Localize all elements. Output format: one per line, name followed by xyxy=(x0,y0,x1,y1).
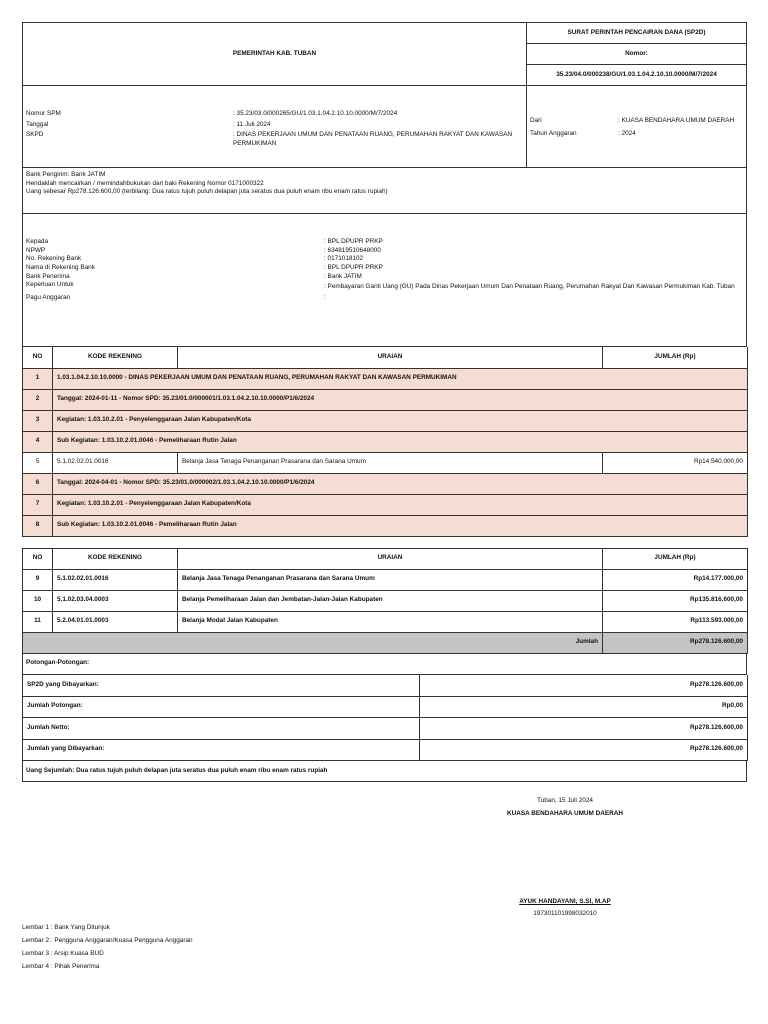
npwp-row: NPWP : 634819510648000 xyxy=(26,246,381,254)
signatory-nip: 197301101998032010 xyxy=(533,910,597,917)
lembar-item: Lembar 4 : Pihak Penerima xyxy=(22,963,100,970)
jumlah-label: Jumlah xyxy=(23,632,603,653)
rincian-table-2 xyxy=(22,548,748,654)
bank-section xyxy=(22,168,747,214)
nomor-spm-row: Nomor SPM : 35.23/03.0/000265/GU/1.03.1.04.2.10.10.0000/M/7/2024 xyxy=(26,110,398,117)
government-title: PEMERINTAH KAB. TUBAN xyxy=(23,23,527,85)
lembar-item: Lembar 1 : Bank Yang Ditunjuk xyxy=(22,924,110,931)
signature-role: KUASA BENDAHARA UMUM DAERAH xyxy=(507,810,623,817)
signatory-name: AYUK HANDAYANI, S.SI, M.AP xyxy=(519,898,611,905)
bank-pengirim: Bank Pengirim: Bank JATIM xyxy=(26,171,106,178)
no-rekening-row: No. Rekening Bank : 0171018102 xyxy=(26,255,364,263)
kepada-row: Kepada : BPL DPUPR PRKP xyxy=(26,238,383,245)
col-no: NO xyxy=(23,548,53,569)
jumlah-value: Rp278.126.600,00 xyxy=(603,632,748,653)
document-header xyxy=(22,22,747,86)
table-row: 11 5.2.04.01.01.0003 Belanja Modal Jalan Kabupaten Rp113.593.000,00 xyxy=(23,611,748,632)
uang-sebesar: Uang sebesar Rp278.126.600,00 (terbilang: Dua ratus tujuh puluh delapan juta seratus dua puluh enam ribu enam ratus rupiah) xyxy=(26,188,388,196)
terbilang: Uang Sejumlah: Dua ratus tujuh puluh delapan juta seratus dua puluh enam ribu enam ratus rupiah xyxy=(22,761,747,782)
col-uraian: URAIAN xyxy=(178,548,603,569)
nama-rekening-row: Nama di Rekening Bank : BPL DPUPR PRKP xyxy=(26,263,383,271)
table-header-row xyxy=(23,548,748,569)
dari-row: Dari : KUASA BENDAHARA UMUM DAERAH xyxy=(530,117,735,124)
table-row: 7 Kegiatan: 1.03.10.2.01 - Penyelenggaraan Jalan Kabupaten/Kota xyxy=(23,494,748,515)
skpd-row: SKPD : DINAS PEKERJAAN UMUM DAN PENATAAN RUANG, PERUMAHAN RAKYAT DAN KAWASAN PERMUKIMAN xyxy=(26,131,513,147)
pagu-anggaran-row: Pagu Anggaran : xyxy=(26,294,326,302)
table-row: 6 Tanggal: 2024-04-01 - Nomor SPD: 35.23/01.0/000002/1.03.1.04.2.10.10.0000/P1/6/2024 xyxy=(23,473,748,494)
jumlah-potongan-row: Jumlah Potongan: Rp0,00 xyxy=(23,696,748,718)
tanggal-row: Tanggal : 11 Juli 2024 xyxy=(26,120,271,128)
nomor-value: 35.23/04.0/000238/GU/1.03.1.04.2.10.10.0000/M/7/2024 xyxy=(527,64,746,85)
lembar-list xyxy=(22,924,193,976)
document-title: SURAT PERINTAH PENCAIRAN DANA (SP2D) xyxy=(567,28,706,36)
col-kode-rekening: KODE REKENING xyxy=(53,347,178,368)
signature-place-date: Tuban, 15 Juli 2024 xyxy=(537,797,593,804)
bank-penerima-row: Bank Penerima : Bank JATIM xyxy=(26,272,362,280)
table-row: 4 Sub Kegiatan: 1.03.10.2.01.0046 - Pemeliharaan Rutin Jalan xyxy=(23,431,748,452)
table-row: 1 1.03.1.04.2.10.10.0000 - DINAS PEKERJAAN UMUM DAN PENATAAN RUANG, PERUMAHAN RAKYAT DAN KAWASAN PERMUKIMAN xyxy=(23,368,748,389)
table-row: 2 Tanggal: 2024-01-11 - Nomor SPD: 35.23/01.0/000001/1.03.1.04.2.10.10.0000/P1/6/2024 xyxy=(23,389,748,410)
table-header-row xyxy=(23,347,748,368)
lembar-item: Lembar 3 : Arsip Kuasa BUD xyxy=(22,950,104,957)
keperluan-row: Keperluan Untuk : Pembayaran Ganti Uang (GU) Pada Dinas Pekerjaan Umum Dan Penataan Ruang, Perumahan Rakyat Dan Kawasan Permukiman Kab. Tuban xyxy=(26,281,735,291)
col-kode-rekening: KODE REKENING xyxy=(53,548,178,569)
jumlah-row xyxy=(23,632,748,653)
sp2d-document xyxy=(22,22,747,782)
instruksi-pencairan: Hendaklah mencairkan / memindahbukukan dari baki Rekening Nomor 0171000322 xyxy=(26,179,264,187)
sp2d-title-block xyxy=(527,23,746,85)
table-row: 10 5.1.02.03.04.0003 Belanja Pemeliharaan Jalan dan Jembatan-Jalan-Jalan Kabupaten Rp135.816.600,00 xyxy=(23,590,748,611)
potongan-label: Potongan-Potongan: xyxy=(22,654,747,675)
jumlah-netto-row: Jumlah Netto: Rp278.126.600,00 xyxy=(23,718,748,740)
nomor-label: Nomor: xyxy=(527,43,746,64)
col-no: NO xyxy=(23,347,53,368)
table-row: 3 Kegiatan: 1.03.10.2.01 - Penyelenggaraan Jalan Kabupaten/Kota xyxy=(23,410,748,431)
spm-section xyxy=(22,86,747,168)
table-row: 8 Sub Kegiatan: 1.03.10.2.01.0046 - Pemeliharaan Rutin Jalan xyxy=(23,515,748,536)
rincian-table-1 xyxy=(22,347,748,537)
tahun-anggaran-row: Tahun Anggaran : 2024 xyxy=(530,129,636,137)
col-jumlah: JUMLAH (Rp) xyxy=(603,347,748,368)
table-row: 9 5.1.02.02.01.0016 Belanja Jasa Tenaga Penanganan Prasarana dan Sarana Umum Rp14.177.000,00 xyxy=(23,569,748,590)
totals-table xyxy=(22,675,748,762)
col-jumlah: JUMLAH (Rp) xyxy=(603,548,748,569)
col-uraian: URAIAN xyxy=(178,347,603,368)
penerima-section xyxy=(22,214,747,347)
table-row: 5 5.1.02.02.01.0016 Belanja Jasa Tenaga Penanganan Prasarana dan Sarana Umum Rp14.540.000,00 xyxy=(23,452,748,473)
sp2d-dibayarkan-row: SP2D yang Dibayarkan: Rp278.126.600,00 xyxy=(23,675,748,697)
lembar-item: Lembar 2 : Pengguna Anggaran/Kuasa Pengguna Anggaran xyxy=(22,937,193,944)
jumlah-dibayarkan-row: Jumlah yang Dibayarkan: Rp278.126.600,00 xyxy=(23,739,748,761)
